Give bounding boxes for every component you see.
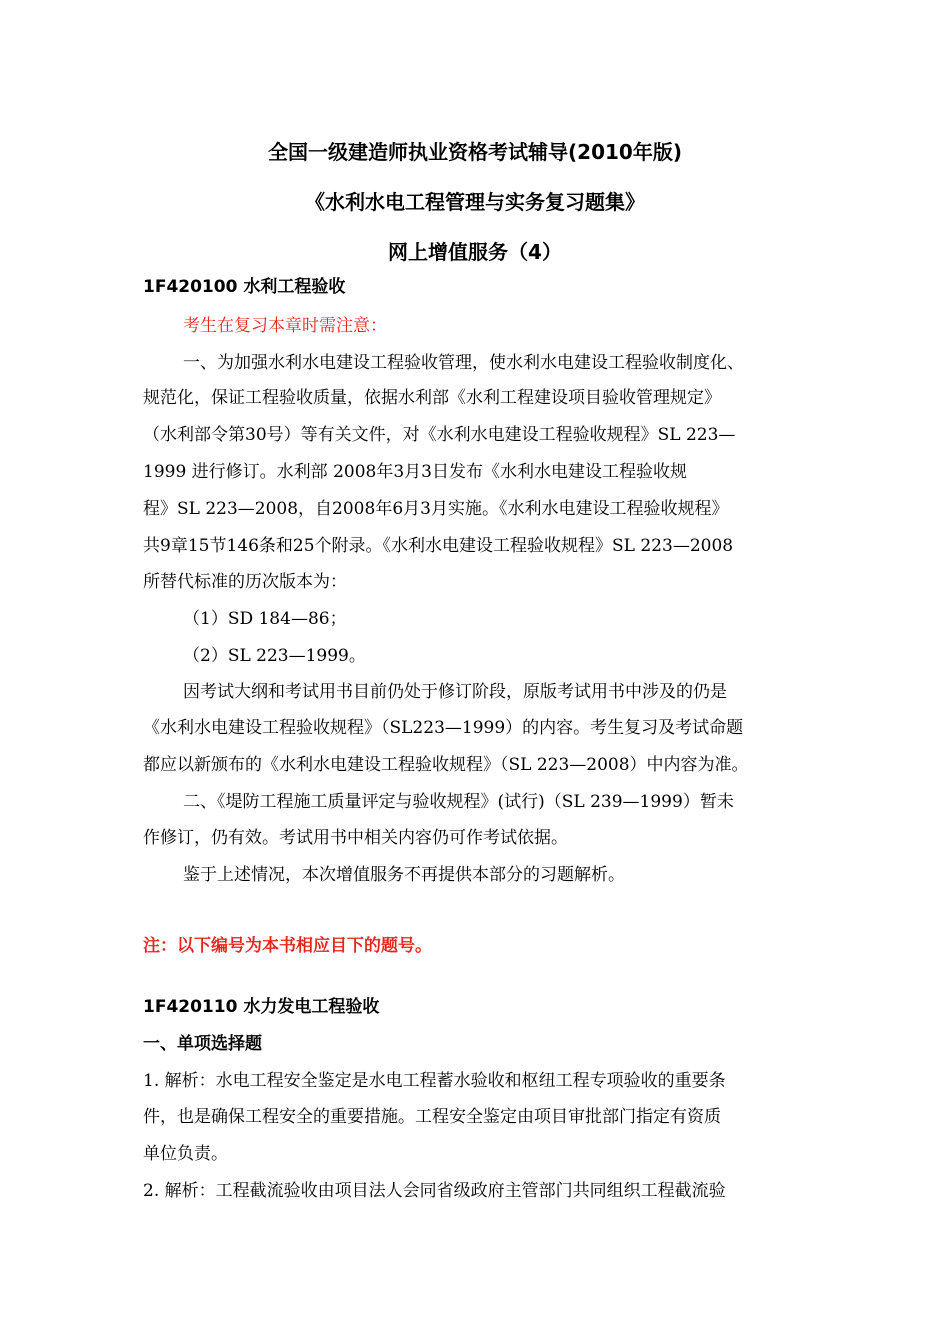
q2-line: 2. 解析：工程截流验收由项目法人会同省级政府主管部门共同组织工程截流验 bbox=[143, 1181, 726, 1201]
note-label: 考生在复习本章时需注意： bbox=[183, 316, 387, 336]
para3-line: 二、《堤防工程施工质量评定与验收规程》(试行)（SL 239—1999）暂未 bbox=[183, 792, 734, 812]
para1-line: 一、为加强水利水电建设工程验收管理，使水利水电建设工程验收制度化、 bbox=[183, 353, 744, 373]
para1-line: 规范化，保证工程验收质量，依据水利部《水利工程建设项目验收管理规定》 bbox=[143, 388, 721, 408]
para4-line: 鉴于上述情况，本次增值服务不再提供本部分的习题解析。 bbox=[183, 865, 625, 885]
q1-line: 1. 解析：水电工程安全鉴定是水电工程蓄水验收和枢纽工程专项验收的重要条 bbox=[143, 1071, 726, 1091]
para1-line: 共9章15节146条和25个附录。《水利水电建设工程验收规程》SL 223—2008 bbox=[143, 536, 734, 556]
para3-line: 作修订，仍有效。考试用书中相关内容仍可作考试依据。 bbox=[143, 828, 568, 848]
section-heading-1f420110: 1F420110 水力发电工程验收 bbox=[143, 997, 380, 1017]
q1-line: 单位负责。 bbox=[143, 1144, 228, 1164]
doc-title-line1: 全国一级建造师执业资格考试辅导(2010年版) bbox=[268, 140, 682, 164]
section-heading-1f420100: 1F420100 水利工程验收 bbox=[143, 277, 346, 297]
q1-line: 件，也是确保工程安全的重要措施。工程安全鉴定由项目审批部门指定有资质 bbox=[143, 1107, 721, 1127]
doc-title-line3: 网上增值服务（4） bbox=[388, 240, 562, 264]
para1-line: （水利部令第30号）等有关文件，对《水利水电建设工程验收规程》SL 223— bbox=[143, 425, 736, 445]
doc-title-line2: 《水利水电工程管理与实务复习题集》 bbox=[305, 190, 645, 214]
numbering-note: 注：以下编号为本书相应目下的题号。 bbox=[143, 936, 432, 956]
para1-line: 所替代标准的历次版本为： bbox=[143, 572, 347, 592]
para1-line: 程》SL 223—2008，自2008年6月3月实施。《水利水电建设工程验收规程》 bbox=[143, 499, 729, 519]
subheading-single-choice: 一、单项选择题 bbox=[143, 1034, 262, 1054]
para1-line: 1999 进行修订。水利部 2008年3月3日发布《水利水电建设工程验收规 bbox=[143, 462, 687, 482]
para2-line: 《水利水电建设工程验收规程》（SL223—1999）的内容。考生复习及考试命题 bbox=[143, 718, 744, 738]
list-item: （1）SD 184—86； bbox=[183, 609, 347, 629]
list-item: （2）SL 223—1999。 bbox=[183, 646, 366, 666]
para2-line: 都应以新颁布的《水利水电建设工程验收规程》（SL 223—2008）中内容为准。 bbox=[143, 755, 749, 775]
para2-line: 因考试大纲和考试用书目前仍处于修订阶段，原版考试用书中涉及的仍是 bbox=[183, 682, 727, 702]
